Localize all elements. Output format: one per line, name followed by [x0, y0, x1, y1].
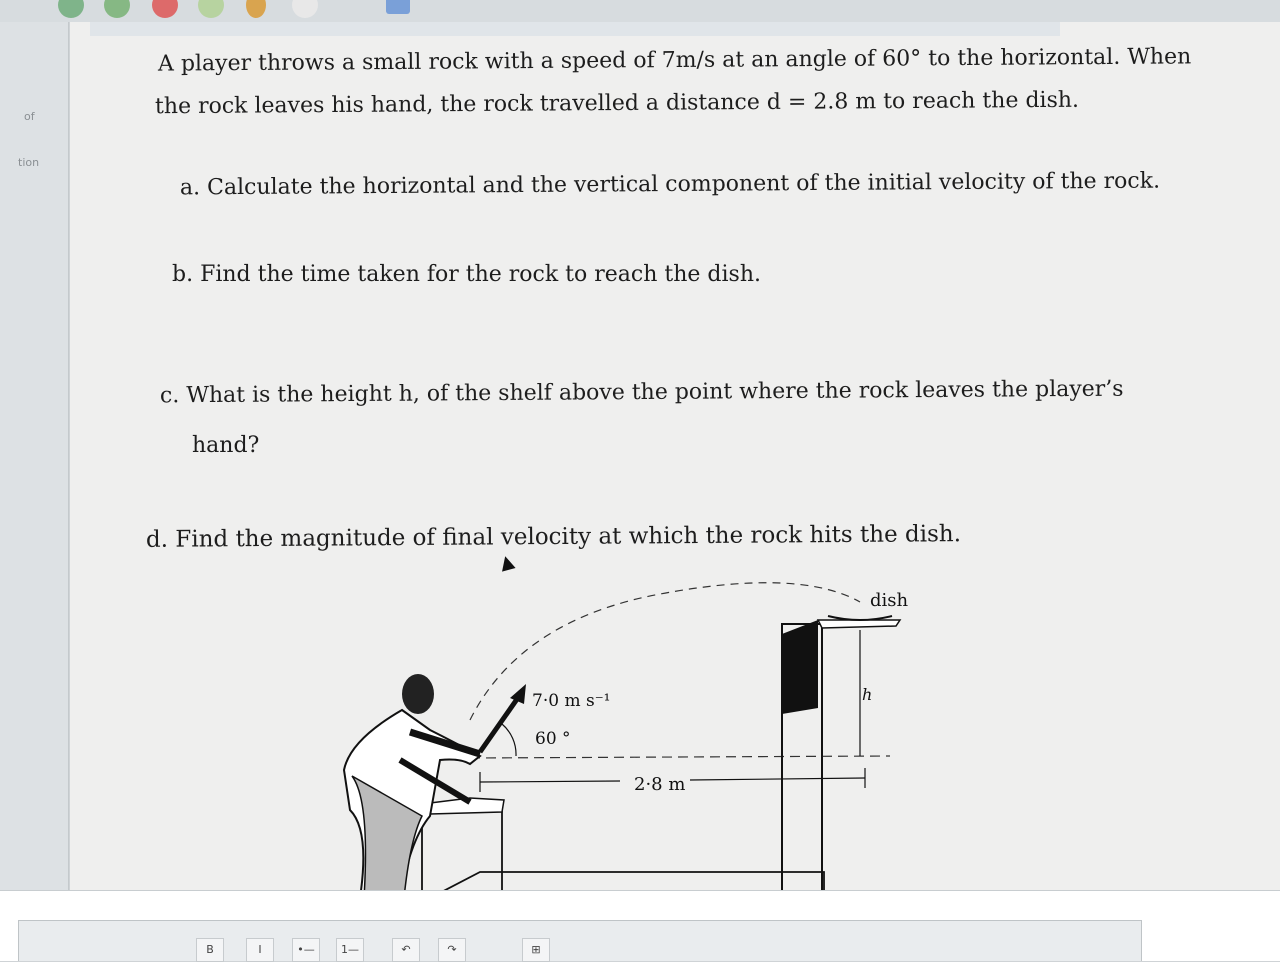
app-icon-orange[interactable] [246, 0, 266, 18]
distance-line-right [690, 778, 865, 780]
toolbar-button-bullet-list[interactable]: •— [292, 938, 320, 962]
angle-label: 60 ° [535, 729, 571, 749]
toolbar-button-numbered-list[interactable]: 1— [336, 938, 364, 962]
app-icon-light-green[interactable] [198, 0, 224, 18]
distance-line-left [480, 781, 620, 782]
player-head [402, 674, 434, 714]
toolbar-button-insert-table[interactable]: ⊞ [522, 938, 550, 962]
sheet-top-rule [90, 22, 1060, 36]
question-part-b: b. Find the time taken for the rock to reach the dish. [172, 262, 761, 287]
shelf-top [818, 620, 900, 628]
question-intro-line-2: the rock leaves his hand, the rock travelled a distance d = 2.8 m to reach the dish. [154, 87, 1080, 120]
projectile-diagram [330, 580, 930, 900]
question-intro-line-1: A player throws a small rock with a speed of 7m/s at an angle of 60° to the horizontal. When [157, 44, 1192, 77]
question-part-d: d. Find the magnitude of final velocity at which the rock hits the dish. [145, 521, 962, 553]
toolbar-button-italic[interactable]: I [246, 938, 274, 962]
left-panel-label-tion: tion [18, 156, 40, 169]
app-icon-green[interactable] [58, 0, 84, 18]
toolbar-button-bold[interactable]: B [196, 938, 224, 962]
toolbar-button-redo[interactable]: ↷ [438, 938, 466, 962]
velocity-arrowhead [510, 684, 526, 704]
app-icon-green-2[interactable] [104, 0, 130, 18]
left-panel-label-of: of [24, 110, 35, 123]
question-part-a: a. Calculate the horizontal and the vertical component of the initial velocity of the rock. [179, 168, 1161, 201]
shelf-dark-face [782, 620, 818, 714]
dish-label: dish [870, 590, 909, 611]
app-icon-red[interactable] [152, 0, 178, 18]
distance-label: 2·8 m [634, 774, 686, 795]
keyboard-icon[interactable] [386, 0, 410, 14]
question-part-c-line-2: hand? [192, 433, 260, 458]
browser-top-bar [0, 0, 1280, 22]
horizontal-dashed-line [470, 756, 890, 758]
angle-arc [502, 724, 516, 756]
table [422, 804, 502, 898]
toolbar-button-undo[interactable]: ↶ [392, 938, 420, 962]
height-label: h [862, 685, 873, 704]
velocity-label: 7·0 m s⁻¹ [532, 691, 611, 711]
answer-editor[interactable] [18, 920, 1142, 961]
font-icon[interactable] [292, 0, 318, 18]
question-part-c-line-1: c. What is the height h, of the shelf above the point where the rock leaves the player’s [159, 376, 1124, 409]
left-panel [0, 22, 69, 960]
velocity-arrow [480, 692, 522, 752]
